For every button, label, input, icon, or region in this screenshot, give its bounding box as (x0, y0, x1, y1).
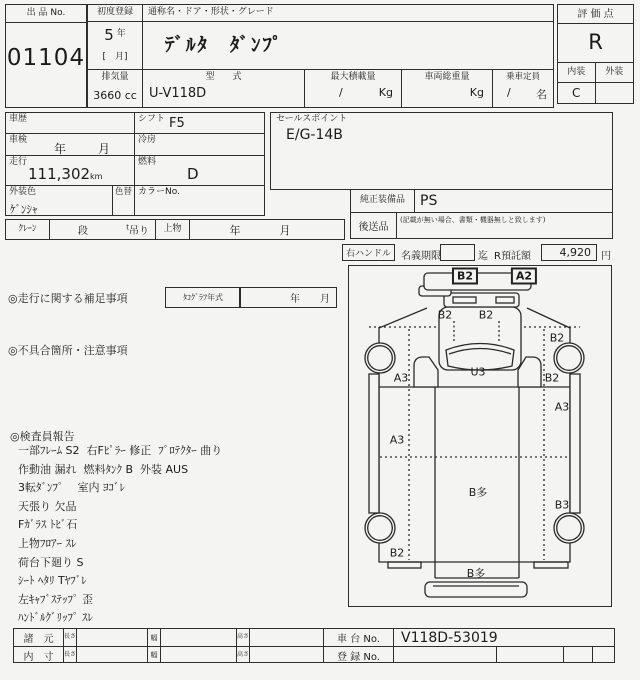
spec-row (14, 629, 614, 647)
height-label: 高さ (237, 629, 250, 646)
vehicle-name-label: 通称名・ドア・形状・グレード (143, 5, 553, 22)
inspector-report-line: 3転ﾀﾞﾝﾌﾟ 室内 ﾖｺﾞﾚ (18, 481, 125, 495)
payload-unit: Kg (378, 86, 393, 99)
mileage-unit: km (90, 172, 103, 181)
deposit-label: R預託額 (494, 251, 531, 262)
lot-number-label: 出 品 No. (6, 5, 86, 23)
first-registration-month: [ 月] (102, 51, 128, 62)
capacity-value (493, 86, 553, 102)
registration-cell-2 (497, 647, 564, 663)
damage-marks (349, 266, 610, 605)
length-label: 長さ (64, 629, 77, 646)
inspector-report-line: ｼｰﾄ ﾍﾀﾘ Tﾔﾌﾞﾚ (18, 574, 87, 588)
height-value (250, 629, 324, 646)
aircon-box (134, 133, 265, 156)
interior-label: 内装 (558, 63, 596, 82)
inspector-title: ◎検査員報告 (10, 430, 75, 443)
exterior-value (596, 83, 634, 103)
displacement-box (87, 69, 143, 108)
owner-deadline-field (440, 244, 475, 261)
inspector-report-line: 一部ﾌﾚｰﾑ S2 右Fﾋﾟﾗｰ 修正 ﾌﾟﾛﾃｸﾀｰ 曲り (18, 444, 223, 457)
displacement-label: 排気量 (101, 72, 129, 83)
fuel-label: 燃料 (138, 157, 157, 167)
damage-mark-U3: U3 (470, 365, 486, 379)
gvw-box (401, 69, 493, 108)
after-shipment-note: (記載が無い場合、書類・機器無しと致します) (400, 216, 546, 224)
gvw-label: 車両総重量 (424, 72, 470, 83)
inner-height-label: 高さ (237, 647, 250, 663)
exterior-color-box (5, 185, 113, 216)
inspection-box (5, 133, 135, 156)
registration-cell-1 (394, 647, 497, 663)
inspector-report-line: 荷台下廻り S (18, 555, 84, 569)
color-no-label: カラーNo. (138, 187, 180, 197)
spec-row-label: 諸 元 (14, 629, 64, 646)
inspection-value: 年 月 (54, 142, 121, 156)
width-value (161, 629, 237, 646)
spec-table (13, 628, 615, 663)
chassis-no-value: V118D-53019 (401, 629, 498, 646)
displacement-value: 3660 cc (93, 88, 137, 102)
first-registration-year (88, 22, 142, 48)
capacity-box (492, 69, 554, 108)
yen-label: 円 (601, 251, 611, 262)
crane-tsuri-label: $^t$吊り (126, 223, 149, 237)
capacity-unit: 名 (536, 88, 547, 101)
uwamono-value: 年 月 (229, 223, 305, 237)
first-registration-box (87, 4, 143, 70)
color-no-box (134, 185, 265, 216)
crane-mid-cell (50, 220, 156, 239)
uwamono-label: 上物 (156, 220, 190, 239)
tachograph-value: 年 月 (239, 287, 337, 308)
damage-mark-B2: B2 (549, 331, 565, 345)
inspector-report-lines (18, 442, 348, 628)
equipment-row (350, 189, 613, 213)
tachograph-label: ﾀｺｸﾞﾗﾌ年式 (165, 287, 241, 308)
history-box (5, 112, 135, 134)
damage-mark-B2: B2 (452, 268, 478, 285)
payload-label: 最大積載量 (330, 72, 376, 83)
equipment-label: 純正装備品 (351, 190, 415, 212)
shift-value: F5 (169, 116, 185, 131)
registration-no-label: 登 録 No. (324, 647, 394, 663)
payload-box (304, 69, 402, 108)
crane-label: ｸﾚｰﾝ (6, 220, 50, 239)
vehicle-name-box (142, 4, 554, 70)
lot-number-value: 01104 (6, 45, 86, 71)
payload-slash: / (339, 86, 343, 99)
inspector-report-line: 天張り 欠品 (18, 499, 77, 513)
inspector-report-line: 左ｷｬﾌﾞｽﾃｯﾌﾟ 歪 (18, 592, 93, 606)
mileage-note-title: ◎走行に関する補足事項 (8, 292, 128, 305)
gvw-unit: Kg (469, 86, 484, 99)
inner-width-value (161, 647, 237, 663)
inner-dim-row (14, 647, 614, 663)
recolor-label: 色替 (115, 187, 133, 197)
damage-mark-A2: A2 (511, 268, 537, 285)
inner-length-value (77, 647, 148, 663)
fuel-value: D (187, 165, 199, 183)
defect-title: ◎不具合箇所・注意事項 (8, 344, 128, 357)
grade-value: R (588, 30, 603, 54)
model-value: U-V118D (149, 86, 207, 101)
damage-mark-B2: B2 (389, 546, 405, 560)
after-shipment-label: 後送品 (351, 213, 397, 238)
registration-cell-3 (564, 647, 593, 663)
capacity-slash: / (507, 86, 511, 99)
inner-length-label: 長さ (64, 647, 77, 663)
interior-exterior-box (557, 62, 634, 104)
inner-width-label: 幅 (148, 647, 161, 663)
damage-mark-B3: B3 (554, 498, 570, 512)
chassis-no-label: 車 台 No. (324, 629, 394, 646)
right-handle-badge: 右ハンドル (342, 244, 395, 261)
damage-mark-B2: B2 (544, 371, 560, 385)
deposit-value: 4,920 (541, 244, 597, 261)
mileage-label: 走行 (9, 157, 28, 167)
crane-row (5, 219, 345, 240)
first-registration-year-unit: 年 (116, 29, 126, 40)
exterior-color-label: 外装色 (9, 187, 37, 197)
damage-mark-B2: B2 (437, 308, 453, 322)
sales-point-label: セールスポイント (276, 114, 348, 124)
inner-height-value (250, 647, 324, 663)
mileage-box (5, 155, 135, 186)
shift-label: シフト (138, 114, 166, 124)
first-registration-label: 初度登録 (88, 5, 142, 22)
exterior-color-value: ｹﾞﾝｼｬ (10, 203, 38, 216)
damage-mark-A3: A3 (393, 371, 409, 385)
inspector-report-line: Fｶﾞﾗｽ ﾄﾋﾞ石 (18, 518, 78, 532)
sales-point-value: E/G-14B (286, 127, 343, 143)
recolor-box (112, 185, 135, 216)
damage-mark-B多: B多 (466, 567, 486, 580)
owner-deadline-label: 名義期限 (401, 251, 441, 262)
crane-dan-label: 段 (78, 226, 88, 237)
sales-point-box (270, 112, 613, 190)
payload-value (305, 86, 401, 99)
inspector-report-line: 上物ﾌﾛｱｰ ｽﾚ (18, 536, 77, 550)
fuel-box (134, 155, 265, 186)
inspector-report-line: ﾊﾝﾄﾞﾙｸﾞﾘｯﾌﾟ ｽﾚ (18, 611, 93, 625)
lot-number-box (5, 4, 87, 108)
aircon-label: 冷房 (138, 135, 157, 145)
history-label: 車歴 (9, 114, 28, 124)
interior-value: C (558, 83, 596, 103)
grade-box (557, 4, 634, 63)
first-registration-year-value: 5 (104, 26, 114, 44)
registration-cell-4 (593, 647, 614, 663)
mileage-value: 111,302km (28, 165, 103, 183)
inspector-report-line: 作動油 漏れ 燃料ﾀﾝｸ B 外装 AUS (18, 462, 189, 476)
damage-mark-A3: A3 (554, 400, 570, 414)
model-label: 型 式 (205, 72, 242, 83)
vehicle-name-value: ﾃﾞﾙﾀ ﾀﾞﾝﾌﾟ (165, 34, 284, 56)
grade-label: 評 価 点 (558, 5, 633, 24)
capacity-label: 乗車定員 (505, 72, 540, 83)
damage-mark-B多: B多 (468, 486, 488, 499)
vehicle-damage-diagram (348, 265, 612, 607)
after-shipment-row (350, 212, 613, 239)
damage-mark-A3: A3 (389, 433, 405, 447)
equipment-value: PS (420, 193, 438, 209)
inner-dim-row-label: 内 寸 (14, 647, 64, 663)
inspection-label: 車検 (9, 135, 28, 145)
exterior-label: 外装 (605, 66, 624, 77)
width-label: 幅 (148, 629, 161, 646)
model-box (142, 69, 305, 108)
shift-box (134, 112, 265, 134)
length-value (77, 629, 148, 646)
damage-mark-B2: B2 (478, 308, 494, 322)
made-label: 迄 (478, 251, 488, 262)
